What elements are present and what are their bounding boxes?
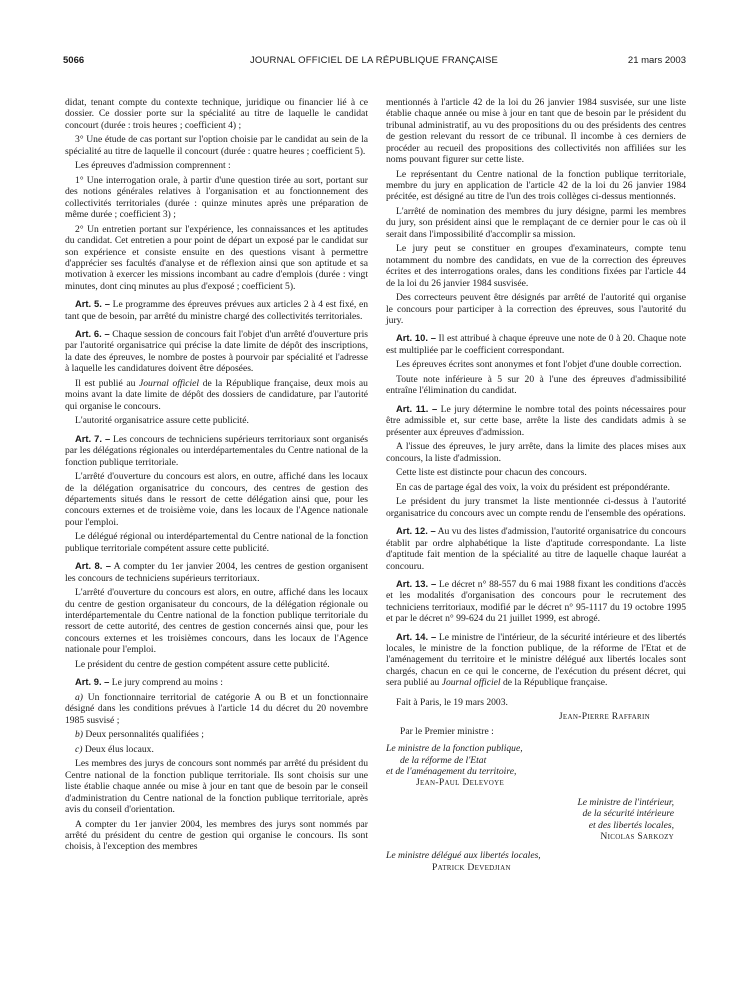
list-item: c) Deux élus locaux. <box>75 743 154 755</box>
paragraph: Toute note inférieure à 5 sur 20 à l'une des épreuves d'admissibilité entraîne l'élimination du candidat. <box>386 374 686 397</box>
signature-intro: Par le Premier ministre : <box>400 725 494 737</box>
article-14: Art. 14. – Le ministre de l'intérieur, de la sécurité intérieure et des libertés locales, le ministre de la fonction publique, de la réforme de l'Etat et de l'aménagement du territoire et le ministre délégué aux libertés locales sont chargés, chacun en ce qui le concerne, de l'exécution du présent décret, qui sera publié au Journal officiel de la République française. <box>386 630 686 689</box>
paragraph: Cette liste est distincte pour chacun des concours. <box>396 467 587 479</box>
article-12: Art. 12. – Au vu des listes d'admission, l'autorité organisatrice du concours établit par ordre alphabétique la liste d'aptitude correspondante. La liste d'aptitude fait mention de la spécialité au titre de laquelle chaque lauréat a concouru. <box>386 525 686 572</box>
signature-block-2: Le ministre de l'intérieur, de la sécurité intérieure et des libertés locales, Nicolas Sarkozy <box>386 797 686 843</box>
paragraph: A compter du 1er janvier 2004, les membres des jurys sont nommés par arrêté du président du centre de gestion qui organise le concours. Ils sont choisis, à l'exception des membres <box>65 818 368 853</box>
paragraph: Des correcteurs peuvent être désignés par arrêté de l'autorité qui organise le concours pour participer à la correction des épreuves, sous l'autorité du jury. <box>386 292 686 327</box>
left-column <box>65 97 368 856</box>
article-11: Art. 11. – Le jury détermine le nombre total des points nécessaires pour être admissible et, sur cette base, arrête la liste des candidats admis à se présenter aux épreuves d'admission. <box>386 402 687 438</box>
signatory-name: Jean-Paul Delevoye <box>416 777 505 789</box>
article-6: Art. 6. – Chaque session de concours fait l'objet d'un arrêté d'ouverture pris par l'autorité organisatrice qui précise la date limite de dépôt des inscriptions, la date des épreuves, le nombre de postes à pourvoir par spécialité et l'adresse à laquelle les candidatures doivent être déposées. <box>65 328 368 375</box>
paragraph: A l'issue des épreuves, le jury arrête, dans la limite des places mises aux concours, la liste d'admission. <box>386 441 686 464</box>
paragraph: L'arrêté d'ouverture du concours est alors, en outre, affiché dans les locaux du centre de gestion organisateur du concours, de la délégation régionale ou interdépartementale du Centre national de la fonction publique territoriale du ressort de cette autorité, des centres de gestion concernés ainsi que, pour les concours externes et les troisièmes concours, dans les locaux de l'Agence nationale pour l'emploi. <box>65 587 368 656</box>
issue-date: 21 mars 2003 <box>627 55 686 66</box>
signatory-name: Nicolas Sarkozy <box>600 831 674 842</box>
article-label: Art. 10. – <box>396 332 436 344</box>
article-5: Art. 5. – Le programme des épreuves prévues aux articles 2 à 4 est fixé, en tant que de besoin, par arrêté du ministre chargé des collectivités territoriales. <box>65 298 368 322</box>
article-label: Art. 9. – <box>75 676 110 688</box>
article-7: Art. 7. – Les concours de techniciens supérieurs territoriaux sont organisés par les délégations régionales ou interdépartementales du Centre national de la fonction publique territoriale. <box>65 432 369 468</box>
list-item: b) Deux personnalités qualifiées ; <box>75 729 204 741</box>
paragraph: 1° Une interrogation orale, à partir d'une question tirée au sort, portant sur des notions générales relatives à l'organisation et au fonctionnement des collectivités territoriales (durée : quinze minutes après une préparation de même durée ; coefficient 3) ; <box>65 175 368 221</box>
right-column <box>386 97 686 873</box>
paragraph: Il est publié au Journal officiel de la République française, deux mois au moins avant la date limite de dépôt des dossiers de candidature, par l'autorité qui organise le concours. <box>65 377 368 412</box>
paragraph: Le délégué régional ou interdépartemental du Centre national de la fonction publique territoriale compétent assure cette publicité. <box>65 531 368 554</box>
article-label: Art. 13. – <box>396 577 437 589</box>
paragraph: Les membres des jurys de concours sont nommés par arrêté du président du Centre national de la fonction publique territoriale. Ils sont choisis sur une liste établie chaque année ou mise à jour en tant que de besoin par le conseil d'administration du Centre national de la fonction publique territoriale, après avis du conseil d'orientation. <box>65 758 368 815</box>
article-13: Art. 13. – Le décret n° 88-557 du 6 mai 1988 fixant les conditions d'accès et les modalités d'organisation des concours pour le recrutement des techniciens territoriaux, modifié par le décret n° 95-1117 du 19 octobre 1995 et par le décret n° 99-624 du 21 juillet 1999, est abrogé. <box>386 577 686 625</box>
page-number: 5066 <box>63 55 85 66</box>
paragraph: L'autorité organisatrice assure cette publicité. <box>75 415 249 427</box>
signatory-name: Jean-Pierre Raffarin <box>558 711 650 723</box>
paragraph: didat, tenant compte du contexte technique, juridique ou financier lié à ce dossier. Ce dossier porte sur la spécialité au titre de laquelle le candidat concourt (durée : trois heures ; coefficient 4) ; <box>65 97 368 131</box>
article-label: Art. 7. – <box>75 432 111 444</box>
signatory-name: Patrick Devedjian <box>432 861 511 873</box>
signature-block-1: Le ministre de la fonction publique, de la réforme de l'Etat et de l'aménagement du territoire, Jean-Paul Delevoye <box>386 743 686 789</box>
article-8: Art. 8. – A compter du 1er janvier 2004, les centres de gestion organisent les concours de techniciens supérieurs territoriaux. <box>65 560 368 584</box>
signing-place-date: Fait à Paris, le 19 mars 2003. <box>396 696 508 708</box>
journal-title: JOURNAL OFFICIEL DE LA RÉPUBLIQUE FRANÇAISE <box>249 55 499 66</box>
paragraph: Le président du centre de gestion compétent assure cette publicité. <box>75 658 330 670</box>
paragraph: Les épreuves écrites sont anonymes et font l'objet d'une double correction. <box>396 359 682 371</box>
paragraph: Les épreuves d'admission comprennent : <box>75 160 231 172</box>
paragraph: 3° Une étude de cas portant sur l'option choisie par le candidat au sein de la spécialité au titre de laquelle il concourt (durée : quatre heures ; coefficient 5). <box>65 134 368 157</box>
article-9: Art. 9. – Le jury comprend au moins : <box>75 676 223 689</box>
paragraph: En cas de partage égal des voix, la voix du président est prépondérante. <box>396 481 670 493</box>
paragraph: Le jury peut se constituer en groupes d'examinateurs, compte tenu notamment du nombre des candidats, en vue de la correction des épreuves écrites et des interrogations orales, dans les conditions fixées par l'article 44 de la loi du 26 janvier 1984 susvisée. <box>386 243 686 289</box>
article-10: Art. 10. – Il est attribué à chaque épreuve une note de 0 à 20. Chaque note est multipliée par le coefficient correspondant. <box>386 332 686 356</box>
article-label: Art. 8. – <box>75 560 111 572</box>
paragraph: Le président du jury transmet la liste mentionnée ci-dessus à l'autorité organisatrice du concours avec un compte rendu de l'ensemble des opérations. <box>386 496 686 519</box>
article-label: Art. 6. – <box>75 328 110 340</box>
paragraph: mentionnés à l'article 42 de la loi du 26 janvier 1984 susvisée, sur une liste établie chaque année ou mise à jour en tant que de besoin par le président du tribunal administratif, au vu des propositions du ou des présidents des centres de gestion relevant du ressort de ce tribunal. Il incombe à ces derniers de procéder au recueil des propositions des collectivités non affiliées sur les noms pouvant figurer sur cette liste. <box>386 97 686 166</box>
paragraph: L'arrêté de nomination des membres du jury désigne, parmi les membres du jury, son président ainsi que le remplaçant de ce dernier pour le cas où il serait dans l'impossibilité d'accomplir sa mission. <box>386 206 686 240</box>
paragraph: L'arrêté d'ouverture du concours est alors, en outre, affiché dans les locaux de la délégation organisatrice du concours, des centres de gestion des départements situés dans le ressort de cette délégation ainsi que, pour les concours externes et de troisième voie, dans les locaux de l'Agence nationale pour l'emploi. <box>65 471 368 528</box>
article-label: Art. 11. – <box>396 402 438 414</box>
page-header <box>0 0 748 80</box>
signature-block-3: Le ministre délégué aux libertés locales, Patrick Devedjian <box>386 850 686 873</box>
paragraph: 2° Un entretien portant sur l'expérience, les connaissances et les aptitudes du candidat. Cet entretien a pour point de départ un exposé par le candidat sur son expérience et consiste ensuite en des questions visant à permettre d'apprécier ses facultés d'analyse et de réflexion ainsi que son aptitude et sa motivation à exercer les missions incombant au cadre d'emplois (durée : vingt minutes, dont cinq minutes au plus d'exposé ; coefficient 5). <box>65 223 368 292</box>
article-label: Art. 12. – <box>396 525 436 537</box>
list-item: a) Un fonctionnaire territorial de catégorie A ou B et un fonctionnaire désigné dans les conditions prévues à l'article 14 du décret du 20 novembre 1985 susvisé ; <box>65 691 368 726</box>
article-label: Art. 14. – <box>396 630 437 642</box>
paragraph: Le représentant du Centre national de la fonction publique territoriale, membre du jury en application de l'article 42 de la loi du 26 janvier 1984 précitée, est désigné au titre de l'un des trois collèges ci-dessus mentionnés. <box>386 168 686 203</box>
article-label: Art. 5. – <box>75 298 110 310</box>
